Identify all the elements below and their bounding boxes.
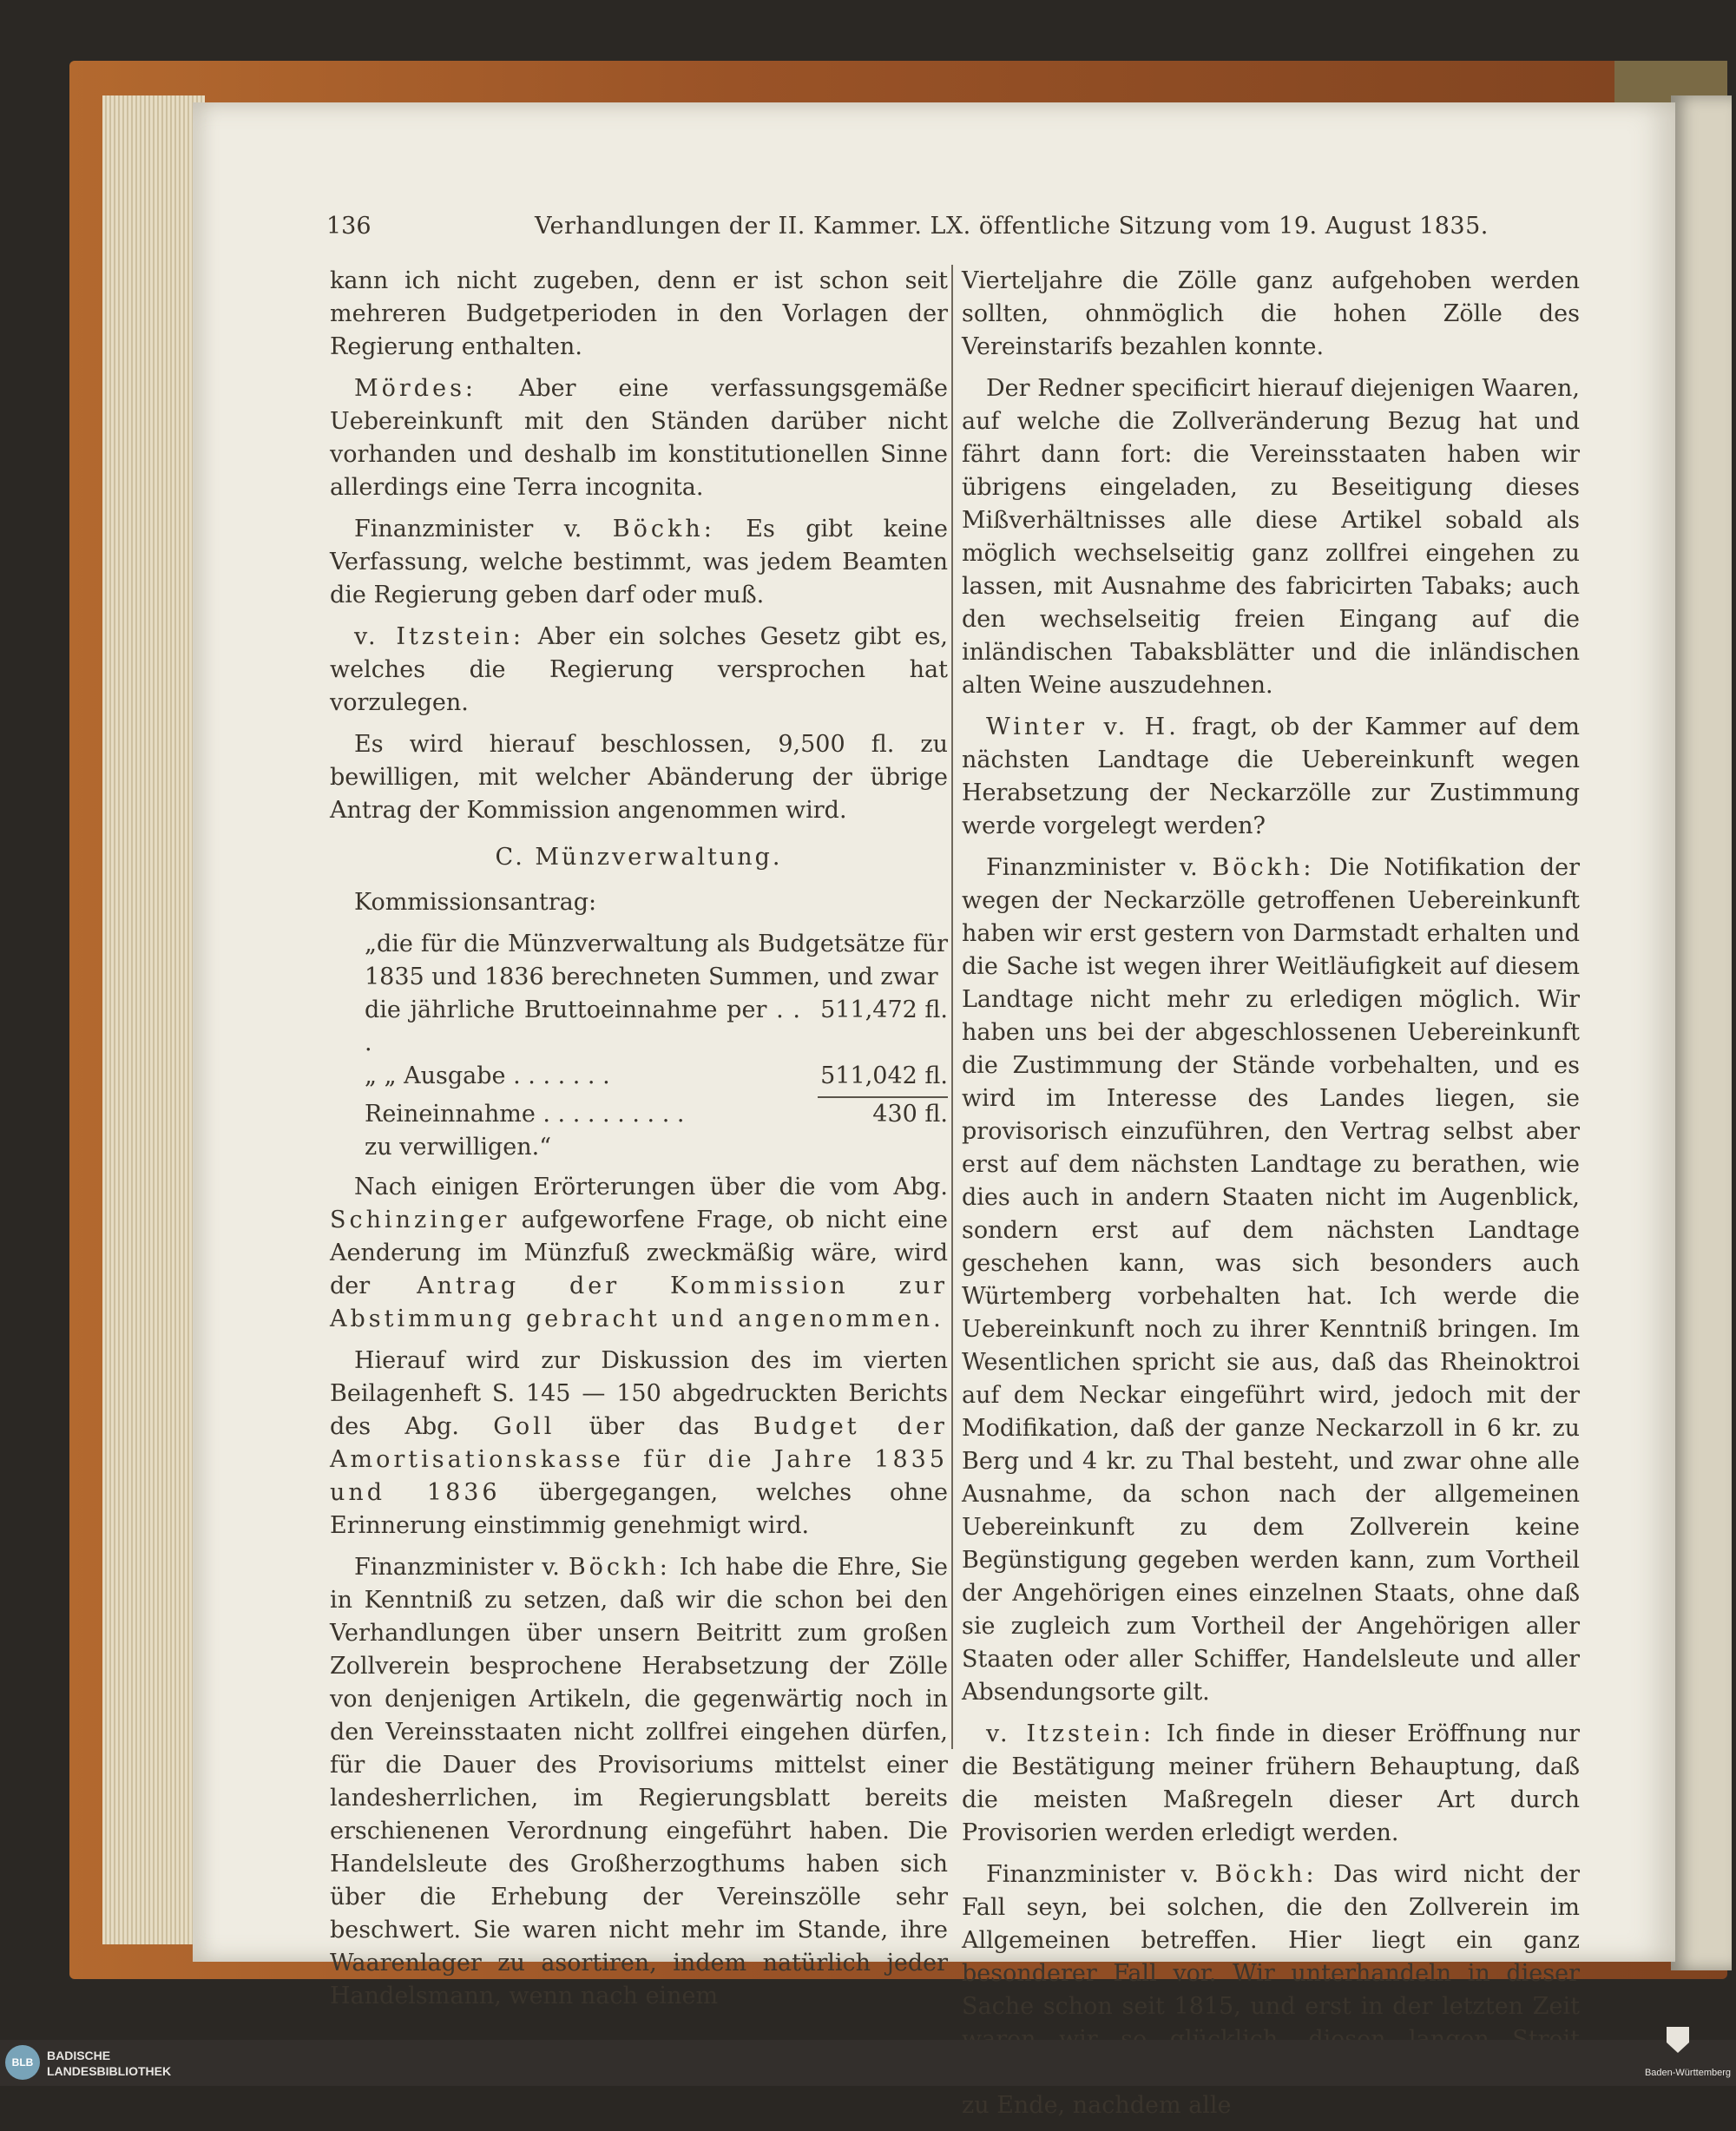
right-column bbox=[962, 265, 1580, 2131]
paragraph: Winter v. H. fragt, ob der Kammer auf dem nächsten Landtage die Uebereinkunft wegen Herabsetzung der Neckarzölle zur Zustimmung werde vorgelegt werden? bbox=[962, 714, 1581, 839]
speaker-name: Böckh: bbox=[1212, 854, 1315, 881]
paragraph: Der Redner specificirt hierauf diejenigen Waaren, auf welche die Zollveränderung Bezug hat und fährt dann fort: die Vereinsstaaten haben wir übrigens eingeladen, zu Beseitigung dieses Mißverhältnisses alle diese Artikel sobald als möglich wechselseitig ganz zollfrei eingehen zu lassen, mit Ausnahme des fabricirten Tabaks; auch den wechselseitig freien Eingang auf die inländischen Tabaksblätter und die inländischen alten Weine auszudehnen. bbox=[962, 375, 1580, 699]
paragraph: v. Itzstein: Ich finde in dieser Eröffnung nur die Bestätigung meiner frühern Behauptung, daß die meisten Maßregeln dieser Art durch Provisorien werden erledigt werden. bbox=[962, 1720, 1581, 1846]
facing-page-edge bbox=[1671, 95, 1732, 1970]
speaker-name: Winter v. H. bbox=[986, 714, 1180, 740]
page-number: 136 bbox=[326, 213, 372, 240]
speaker-title: Finanzminister v. bbox=[986, 854, 1198, 881]
speaker-name: Böckh: bbox=[1214, 1861, 1318, 1888]
speaker-name: Mördes: bbox=[354, 375, 477, 402]
paragraph: Finanzminister v. Böckh: Es gibt keine Verfassung, welche bestimmt, was jedem Beamten die Regierung geben darf oder muß. bbox=[330, 516, 948, 608]
budget-row: die jährliche Bruttoeinnahme per . . . 511,472 fl. bbox=[365, 996, 948, 1056]
paragraph: Mördes: Aber eine verfassungsgemäße Uebereinkunft mit den Ständen darüber nicht vorhanden und deshalb im konstitutionellen Sinne allerdings eine Terra incognita. bbox=[330, 375, 948, 501]
speaker-name: Böckh: bbox=[612, 516, 715, 543]
speaker-title: Finanzminister v. bbox=[986, 1861, 1200, 1888]
column-divider bbox=[951, 265, 953, 1749]
speaker-name: Böckh: bbox=[568, 1554, 671, 1581]
motion-text: „die für die Münzverwaltung als Budgetsätze für 1835 und 1836 berechneten Summen, und zwar bbox=[365, 931, 948, 990]
paragraph: v. Itzstein: Aber ein solches Gesetz gibt es, welches die Regierung versprochen hat vorzulegen. bbox=[330, 623, 949, 716]
budget-row: Reineinnahme . . . . . . . . . . 430 fl. bbox=[365, 1101, 948, 1128]
speaker-name: Schinzinger bbox=[330, 1207, 510, 1233]
speaker-title: Finanzminister v. bbox=[354, 1554, 560, 1581]
speaker-name: v. Itzstein: bbox=[986, 1720, 1154, 1747]
blb-logo-icon[interactable]: BLB bbox=[5, 2045, 40, 2080]
speaker-name: Goll bbox=[493, 1413, 556, 1440]
paragraph: Nach einigen Erörterungen über die vom Abg. Schinzinger aufgeworfene Frage, ob nicht eine Aenderung im Münzfuß zweckmäßig wäre, wird der Antrag der Kommission zur Abstimmung gebracht und angenommen. bbox=[330, 1174, 948, 1332]
motion-end: zu verwilligen.“ bbox=[365, 1134, 552, 1161]
paragraph: Vierteljahre die Zölle ganz aufgehoben werden sollten, ohnmöglich die hohen Zölle des Vereinstarifs bezahlen konnte. bbox=[962, 267, 1580, 360]
running-title: Verhandlungen der II. Kammer. LX. öffentliche Sitzung vom 19. August 1835. bbox=[535, 213, 1489, 240]
budget-row: „ „ Ausgabe . . . . . . . 511,042 fl. bbox=[365, 1062, 948, 1089]
paragraph: Finanzminister v. Böckh: Ich habe die Ehre, Sie in Kenntniß zu setzen, daß wir die schon bei den Verhandlungen über unsern Beitritt zum großen Zollverein besprochene Herabsetzung der Zölle von denjenigen Artikeln, die gegenwärtig noch in den Vereinsstaaten nicht zollfrei eingehen dürfen, für die Dauer des Provisoriums mittelst einer landesherrlichen, im Regierungsblatt bereits erschienenen Verordnung eingeführt haben. Die Handelsleute des Großherzogthums haben sich über die Erhebung der Vereinszölle sehr beschwert. Sie waren nicht mehr im Stande, ihre Waarenlager zu asortiren, indem natürlich jeder Handelsmann, wenn nach einem bbox=[330, 1554, 948, 2009]
page-edges bbox=[102, 95, 205, 1944]
speaker-title: Finanzminister v. bbox=[354, 516, 582, 543]
state-name: Baden-Württemberg bbox=[1644, 2068, 1731, 2078]
paragraph: Es wird hierauf beschlossen, 9,500 fl. zu bewilligen, mit welcher Abänderung der übrige Antrag der Kommission angenommen wird. bbox=[330, 731, 948, 824]
paragraph: Hierauf wird zur Diskussion des im vierten Beilagenheft S. 145 — 150 abgedruckten Berichts des Abg. Goll über das Budget der Amortisationskasse für die Jahre 1835 und 1836 übergegangen, welches ohne Erinnerung einstimmig genehmigt wird. bbox=[330, 1347, 949, 1539]
speaker-name: v. Itzstein: bbox=[354, 623, 524, 650]
library-name: BADISCHE LANDESBIBLIOTHEK bbox=[47, 2049, 172, 2078]
left-column bbox=[330, 265, 948, 2022]
paragraph: Finanzminister v. Böckh: Die Notifikation der wegen der Neckarzölle getroffenen Uebereinkunft haben wir erst gestern von Darmstadt erhalten und die Sache ist wegen ihrer Weitläufigkeit auf diesem Landtage nicht mehr zu erledigen möglich. Wir haben uns bei der abgeschlossenen Uebereinkunft die Zustimmung der Stände vorbehalten, und es wird im Interesse des Landes liegen, sie provisorisch einzuführen, den Vertrag selbst aber erst auf dem nächsten Landtage zu berathen, wie dies auch in andern Staaten nicht im Augenblick, sondern erst auf dem nächsten Landtage geschehen kann, was sich besonders auch Würtemberg vorbehalten hat. Ich werde die Uebereinkunft noch zu ihrer Kenntniß bringen. Im Wesentlichen spricht sie aus, daß das Rheinoktroi auf dem Neckar eingeführt wird, jedoch mit der Modifikation, daß der ganze Neckarzoll in 6 kr. zu Berg und 4 kr. zu Thal besteht, und zwar ohne alle Ausnahme, da schon nach der allgemeinen Uebereinkunft zu dem Zollverein keine Begünstigung gegeben werden kann, zum Vortheil der Angehörigen eines einzelnen Staats, ohne daß sie zugleich zum Vortheil der Angehörigen aller Staaten oder aller Schiffer, Handelsleute und aller Absendungsorte gilt. bbox=[962, 854, 1580, 1706]
motion-label: Kommissionsantrag: bbox=[354, 889, 597, 916]
paragraph: Finanzminister v. Böckh: Das wird nicht der Fall seyn, bei solchen, die den Zollverein im Allgemeinen betreffen. Hier liegt ein ganz besonderer Fall vor. Wir unterhandeln in dieser Sache schon seit 1815, und erst in der letzten Zeit zu Ende, nachdem alle bbox=[962, 1861, 1580, 2119]
paragraph: kann ich nicht zugeben, denn er ist schon seit mehreren Budgetperioden in den Vorlagen der Regierung enthalten. bbox=[330, 267, 948, 360]
motion-quote bbox=[365, 928, 948, 1164]
section-heading: C. Münzverwaltung. bbox=[495, 844, 783, 871]
library-footer-bar bbox=[0, 2040, 1736, 2086]
